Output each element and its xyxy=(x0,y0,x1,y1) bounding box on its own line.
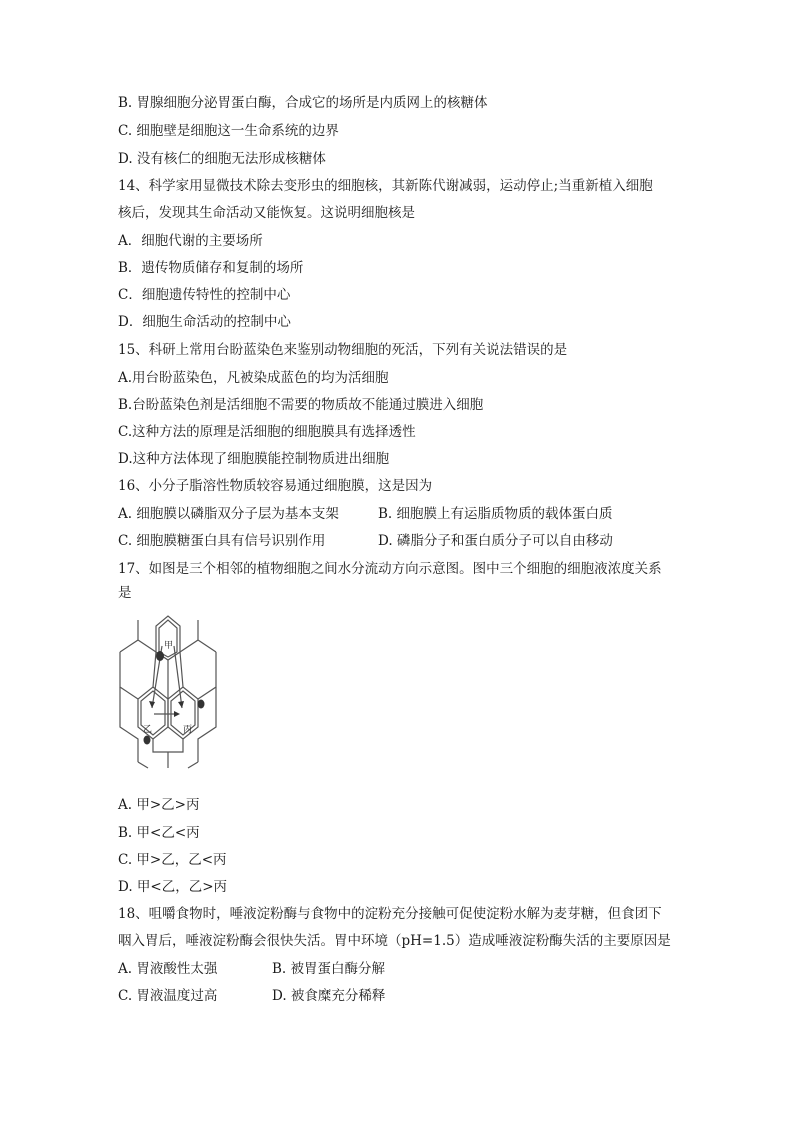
cell-label-right: 丙 xyxy=(183,725,193,735)
q16-option-d: D. 磷脂分子和蛋白质分子可以自由移动 xyxy=(378,533,613,549)
q18-stem-line-2: 咽入胃后，唾液淀粉酶会很快失活。胃中环境（pH=1.5）造成唾液淀粉酶失活的主要原因是 xyxy=(118,933,671,949)
cell-label-top: 甲 xyxy=(164,641,174,651)
cell-wall xyxy=(120,687,138,762)
q17-stem-line-2: 是 xyxy=(118,585,132,601)
q18-option-c: C. 胃液温度过高 xyxy=(118,988,218,1004)
q17-option-b: B. 甲<乙<丙 xyxy=(118,825,200,841)
q18-option-b: B. 被胃蛋白酶分解 xyxy=(272,961,386,977)
cells-svg xyxy=(118,612,218,770)
q18-stem-line-1: 18、咀嚼食物时，唾液淀粉酶与食物中的淀粉充分接触可促使淀粉水解为麦芽糖，但食团下 xyxy=(118,906,662,922)
nucleus xyxy=(144,736,151,745)
cell-wall xyxy=(120,620,156,652)
q14-option-c: C．细胞遗传特性的控制中心 xyxy=(118,287,291,303)
cell-wall xyxy=(180,620,216,652)
q14-option-b: B．遗传物质储存和复制的场所 xyxy=(118,260,304,276)
q13-option-b: B. 胃腺细胞分泌胃蛋白酶，合成它的场所是内质网上的核糖体 xyxy=(118,95,488,111)
q16-stem: 16、小分子脂溶性物质较容易通过细胞膜，这是因为 xyxy=(118,478,433,494)
q15-option-a: A.用台盼蓝染色，凡被染成蓝色的均为活细胞 xyxy=(118,370,389,386)
q15-option-c: C.这种方法的原理是活细胞的细胞膜具有选择透性 xyxy=(118,424,416,440)
q18-option-a: A. 胃液酸性太强 xyxy=(118,961,218,977)
q15-stem: 15、科研上常用台盼蓝染色来鉴别动物细胞的死活，下列有关说法错误的是 xyxy=(118,342,568,358)
q17-option-a: A. 甲>乙>丙 xyxy=(118,797,200,813)
q16-option-a: A. 细胞膜以磷脂双分子层为基本支架 xyxy=(118,506,339,522)
q13-option-c: C. 细胞壁是细胞这一生命系统的边界 xyxy=(118,123,339,139)
nucleus xyxy=(156,651,164,661)
arrow-head xyxy=(178,701,184,708)
cell-wall xyxy=(153,739,183,752)
q14-stem-line-1: 14、科学家用显微技术除去变形虫的细胞核，其新陈代谢减弱，运动停止;当重新植入细胞 xyxy=(118,178,653,194)
q17-option-c: C. 甲>乙，乙<丙 xyxy=(118,852,227,868)
nucleus xyxy=(198,700,205,709)
q16-option-b: B. 细胞膜上有运脂质物质的载体蛋白质 xyxy=(378,506,613,522)
cell-wall xyxy=(198,652,216,699)
q14-stem-line-2: 核后，发现其生命活动又能恢复。这说明细胞核是 xyxy=(118,205,415,221)
plant-cells-water-flow-diagram xyxy=(118,612,218,770)
q14-option-d: D．细胞生命活动的控制中心 xyxy=(118,314,291,330)
q13-option-d: D. 没有核仁的细胞无法形成核糖体 xyxy=(118,151,326,167)
q17-stem-line-1: 17、如图是三个相邻的植物细胞之间水分流动方向示意图。图中三个细胞的细胞液浓度关系 xyxy=(118,561,662,577)
q14-option-a: A．细胞代谢的主要场所 xyxy=(118,233,263,249)
arrow-head xyxy=(174,711,180,717)
q18-option-d: D. 被食糜充分稀释 xyxy=(272,988,386,1004)
cell-wall xyxy=(138,752,198,768)
cell-label-left: 乙 xyxy=(143,725,153,735)
q15-option-b: B.台盼蓝染色剂是活细胞不需要的物质故不能通过膜进入细胞 xyxy=(118,397,484,413)
q17-option-d: D. 甲<乙，乙>丙 xyxy=(118,879,228,895)
cell-wall xyxy=(198,687,216,762)
arrow-head xyxy=(149,701,155,708)
q15-option-d: D.这种方法体现了细胞膜能控制物质进出细胞 xyxy=(118,451,390,467)
cell-wall xyxy=(120,652,138,699)
q16-option-c: C. 细胞膜糖蛋白具有信号识别作用 xyxy=(118,533,326,549)
